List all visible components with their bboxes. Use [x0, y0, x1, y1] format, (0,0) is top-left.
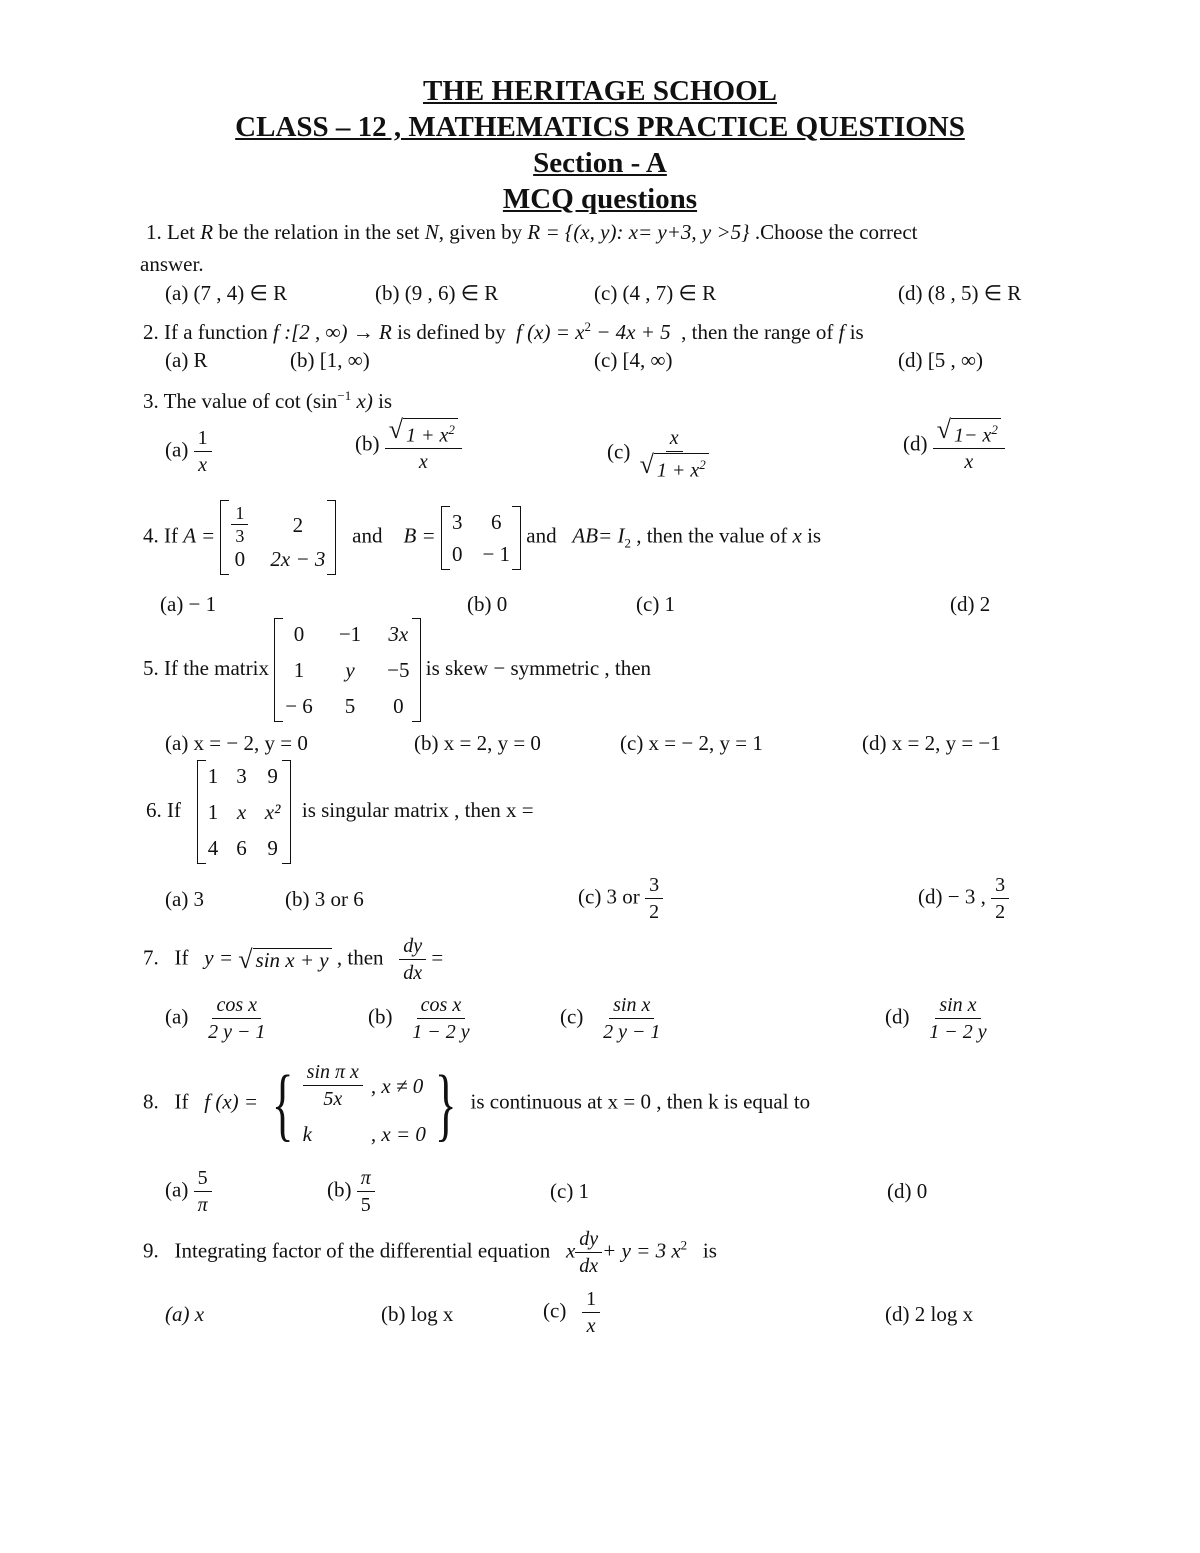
q8-case1-den: 5x: [323, 1088, 343, 1110]
q3-b-root: √ $1 + x^2$: [389, 418, 458, 447]
q2-var-f: f: [838, 320, 845, 344]
q7-derivative: [399, 934, 426, 985]
q2-text-b: is defined by: [397, 320, 506, 344]
question-5: [143, 618, 651, 722]
q8-left-brace: {: [272, 1057, 294, 1149]
q4-condition-sub: 2: [624, 535, 631, 551]
q3-option-b-label: (b): [355, 431, 380, 456]
q8-number: 8.: [143, 1089, 159, 1114]
q3-text-a: The value of cot: [163, 389, 301, 413]
q8-a-num: 5: [194, 1166, 212, 1192]
q6-m21: 1: [207, 800, 219, 824]
q7-d-den: 1 − 2 y: [929, 1021, 987, 1043]
q3-option-d-label: (d): [903, 431, 928, 456]
q5-option-a: (a) x = − 2, y = 0: [165, 731, 308, 755]
q7-radicand: sin x + y: [253, 948, 332, 972]
q4-b-eq: B =: [403, 523, 436, 548]
q3-option-d: [903, 415, 1005, 474]
q9-option-d: (d) 2 log x: [885, 1302, 974, 1326]
q9-option-c-fraction: [582, 1287, 600, 1338]
q9-option-b: (b) log x: [381, 1302, 454, 1326]
q7-option-b-label: (b): [368, 1004, 393, 1029]
q7-option-a-label: (a): [165, 1004, 189, 1029]
q9-sup: 2: [680, 1237, 688, 1253]
q4-a11-den: 3: [235, 526, 245, 546]
q8-option-a-label: (a): [165, 1177, 189, 1202]
q8-cases: [303, 1060, 426, 1147]
q1-text-e: answer.: [140, 252, 204, 276]
q6-matrix: [197, 760, 292, 864]
q4-a22: 2x − 3: [270, 547, 326, 571]
question-8: [143, 1057, 811, 1149]
q4-option-b: (b) 0: [467, 592, 508, 616]
q6-option-c-text: (c) 3 or: [578, 884, 640, 909]
q6-text-a: If: [167, 797, 181, 822]
q7-b-den: 1 − 2 y: [412, 1021, 470, 1043]
q7-dx: dx: [403, 962, 423, 984]
q5-number: 5.: [143, 655, 159, 680]
q9-number: 9.: [143, 1238, 159, 1263]
q4-a-eq: A =: [183, 523, 216, 548]
q7-option-b-fraction: [408, 993, 473, 1044]
q5-m22: y: [345, 658, 355, 682]
q7-root: √ sin x + y: [238, 948, 331, 972]
q8-option-b: [327, 1166, 375, 1217]
q4-a11: [231, 503, 248, 546]
q6-m11: 1: [207, 764, 219, 788]
q3-a-numerator: 1: [194, 426, 212, 452]
q3-option-c-fraction: [636, 426, 713, 482]
q8-case1-num: sin π x: [303, 1060, 363, 1086]
q4-option-a: (a) − 1: [160, 592, 217, 616]
q6-m12: 3: [236, 764, 247, 788]
q5-m31: − 6: [285, 694, 313, 718]
q6-m31: 4: [207, 836, 219, 860]
q3-c-numerator: x: [666, 426, 683, 452]
q8-fx: f (x) =: [204, 1089, 259, 1114]
q6-m23: x²: [264, 800, 281, 824]
question-3: [143, 383, 392, 414]
q4-condition: AB= I: [572, 523, 625, 548]
q8-right-brace: }: [434, 1057, 457, 1149]
q6-option-d-fraction: [991, 873, 1009, 924]
q3-expr-b: x): [351, 389, 373, 413]
q3-d-denominator: x: [964, 450, 974, 473]
q7-option-d-fraction: [925, 993, 990, 1044]
q3-b-square: 2: [448, 422, 455, 437]
q6-option-c: [578, 873, 663, 924]
q1-var-r: R: [200, 220, 214, 244]
q3-option-b-fraction: [385, 415, 462, 474]
q5-m21: 1: [293, 658, 305, 682]
q6-c-den: 2: [649, 901, 660, 923]
question-1: [146, 219, 918, 245]
q4-text-c: is: [807, 523, 822, 548]
q4-text-b: , then the value of: [636, 523, 788, 548]
q8-option-b-label: (b): [327, 1177, 352, 1202]
q8-text-a: If: [174, 1089, 189, 1114]
q9-x: x: [565, 1238, 576, 1263]
q3-option-a-label: (a): [165, 437, 189, 462]
q4-a12: 2: [292, 512, 304, 537]
q3-d-radicand: 1− x: [954, 424, 992, 447]
q4-option-d: (d) 2: [950, 592, 991, 616]
q9-derivative: [575, 1227, 602, 1278]
q4-matrix-a: [220, 500, 336, 575]
q8-b-den: 5: [360, 1194, 371, 1216]
q8-option-b-fraction: [357, 1166, 375, 1217]
q8-case2-value: k: [302, 1122, 312, 1146]
question-6: [146, 760, 534, 864]
q4-b22: − 1: [482, 541, 511, 566]
q7-equals: =: [431, 945, 444, 970]
q4-and-1: and: [352, 523, 383, 548]
q3-option-a-fraction: [194, 426, 212, 477]
q7-option-d: [885, 993, 991, 1044]
q4-b12: 6: [491, 509, 502, 534]
q3-d-square: 2: [991, 422, 998, 437]
q2-option-a: (a) R: [165, 348, 208, 372]
q8-option-a: [165, 1166, 212, 1217]
q1-set-definition: R = {(x, y): x= y+3, y >5}: [527, 220, 750, 244]
q7-text-a: If: [174, 945, 189, 970]
q7-dy: dy: [399, 934, 426, 960]
q7-d-num: sin x: [935, 993, 980, 1019]
q4-var-x: x: [792, 523, 802, 548]
q1-var-n: N: [424, 220, 439, 244]
q3-number: 3.: [143, 389, 159, 413]
q7-option-a-fraction: [204, 993, 269, 1044]
question-9: [143, 1227, 717, 1278]
q6-number: 6.: [146, 797, 162, 822]
q3-c-root: √ $1 + x^2$: [640, 453, 709, 482]
q4-a11-num: 1: [231, 503, 248, 525]
q9-dy: dy: [575, 1227, 602, 1253]
q2-rule-rest: − 4x + 5: [590, 320, 671, 344]
question-2: [143, 314, 864, 345]
q7-a-den: 2 y − 1: [208, 1021, 266, 1043]
q2-text-d: is: [849, 320, 864, 344]
q5-m23: −5: [387, 658, 410, 682]
q9-rest: + y = 3 x: [602, 1238, 681, 1263]
q5-text-a: If the matrix: [164, 655, 269, 680]
q3-b-denominator: x: [418, 450, 428, 473]
q1-text-a: Let: [167, 220, 195, 244]
q1-option-c: (c) (4 , 7) ∈ R: [594, 281, 717, 305]
q3-option-d-fraction: [933, 415, 1005, 474]
q6-m33: 9: [267, 836, 278, 860]
q8-case2-condition: , x = 0: [370, 1122, 426, 1146]
q3-c-square: 2: [699, 457, 706, 472]
q6-option-c-fraction: [645, 873, 663, 924]
q3-expr-sup: −1: [337, 388, 352, 403]
q3-option-a: [165, 426, 212, 477]
q9-option-c-label: (c): [543, 1298, 567, 1323]
q5-m32: 5: [344, 694, 356, 718]
q6-c-num: 3: [645, 873, 663, 899]
q2-function: f :[2 , ∞) → R: [273, 320, 392, 344]
q5-m11: 0: [293, 622, 305, 646]
q7-option-a: [165, 993, 269, 1044]
q1-text-c: , given by: [438, 220, 523, 244]
q9-text-b: is: [702, 1238, 717, 1263]
q1-option-a: (a) (7 , 4) ∈ R: [165, 281, 288, 305]
q7-a-num: cos x: [212, 993, 261, 1019]
q4-number: 4.: [143, 523, 159, 548]
q8-b-num: π: [357, 1166, 375, 1192]
section-heading: Section - A: [533, 147, 667, 179]
q6-option-d-text: (d) − 3 ,: [918, 884, 986, 909]
q8-option-d: (d) 0: [887, 1179, 928, 1203]
q2-rule: f (x) = x: [516, 320, 585, 344]
question-7: [143, 934, 443, 985]
q3-a-denominator: x: [198, 454, 207, 476]
q9-text-a: Integrating factor of the differential equation: [174, 1238, 551, 1263]
q1-option-d: (d) (8 , 5) ∈ R: [898, 281, 1022, 305]
q3-c-radicand: 1 + x: [656, 459, 700, 482]
q1-number: 1.: [146, 220, 162, 244]
q6-option-a: (a) 3: [165, 887, 205, 911]
q3-b-radicand: 1 + x: [406, 424, 449, 447]
q3-option-c-label: (c): [607, 439, 631, 464]
q2-text-c: , then the range of: [681, 320, 834, 344]
q5-m33: 0: [393, 694, 404, 718]
q7-c-den: 2 y − 1: [603, 1021, 661, 1043]
q7-b-num: cos x: [417, 993, 466, 1019]
q9-option-a: (a) x: [165, 1302, 205, 1326]
q8-a-den: π: [197, 1194, 208, 1216]
q8-option-a-fraction: [194, 1166, 212, 1217]
q9-option-c: [543, 1287, 600, 1338]
q7-text-b: , then: [336, 945, 384, 970]
q2-option-d: (d) [5 , ∞): [898, 348, 983, 372]
q6-d-den: 2: [995, 901, 1006, 923]
q6-option-b: (b) 3 or 6: [285, 887, 364, 911]
q3-option-c: [607, 426, 713, 482]
q7-option-b: [368, 993, 474, 1044]
q1-option-b: (b) (9 , 6) ∈ R: [375, 281, 499, 305]
q1-text-d: .Choose the correct: [754, 220, 918, 244]
q3-d-root: √ $1- x^2$: [937, 418, 1001, 447]
q9-c-num: 1: [582, 1287, 600, 1313]
q2-option-b: (b) [1, ∞): [290, 348, 370, 372]
q7-number: 7.: [143, 945, 159, 970]
question-4: [143, 500, 821, 575]
q4-matrix-b: [441, 506, 521, 570]
q4-text-a: If: [164, 523, 178, 548]
q3-text-b: is: [378, 389, 393, 413]
q7-option-c-fraction: [599, 993, 664, 1044]
q5-option-b: (b) x = 2, y = 0: [414, 731, 541, 755]
q8-text-b: is continuous at x = 0 , then k is equal to: [470, 1089, 811, 1114]
q6-option-d: [918, 873, 1009, 924]
worksheet-title: CLASS – 12 , MATHEMATICS PRACTICE QUESTIONS: [235, 111, 965, 143]
q6-m32: 6: [236, 836, 247, 860]
q5-m12: −1: [338, 622, 362, 646]
q4-b11: 3: [451, 509, 463, 534]
q7-c-num: sin x: [609, 993, 654, 1019]
q6-m13: 9: [267, 764, 278, 788]
school-name: THE HERITAGE SCHOOL: [423, 75, 777, 107]
q2-number: 2.: [143, 320, 159, 344]
q4-and-2: and: [526, 523, 557, 548]
q6-d-num: 3: [991, 873, 1009, 899]
q4-option-c: (c) 1: [636, 592, 676, 616]
q8-case1-condition: , x ≠ 0: [370, 1073, 424, 1098]
q7-option-d-label: (d): [885, 1004, 910, 1029]
q2-text-a: If a function: [164, 320, 268, 344]
q7-option-c: [560, 993, 664, 1044]
q5-option-c: (c) x = − 2, y = 1: [620, 731, 763, 755]
q2-option-c: (c) [4, ∞): [594, 348, 673, 372]
q5-matrix: [274, 618, 420, 722]
q3-option-b: [355, 415, 462, 474]
q3-expr: (sin: [305, 389, 338, 413]
q2-rule-sup: 2: [584, 319, 591, 334]
q8-case1-fraction: [303, 1060, 363, 1111]
q5-option-d: (d) x = 2, y = −1: [862, 731, 1001, 755]
q4-b21: 0: [451, 541, 463, 566]
q1-text-b: be the relation in the set: [218, 220, 420, 244]
q9-c-den: x: [586, 1315, 596, 1337]
q9-dx: dx: [579, 1255, 599, 1277]
mcq-heading: MCQ questions: [502, 183, 698, 215]
q8-option-c: (c) 1: [550, 1179, 590, 1203]
q7-y-eq: y =: [204, 945, 233, 970]
q7-option-c-label: (c): [560, 1004, 584, 1029]
q5-m13: 3x: [388, 622, 409, 646]
q6-m22: x: [236, 800, 247, 824]
q6-text-b: is singular matrix , then x =: [301, 797, 534, 822]
q5-text-b: is skew − symmetric , then: [425, 655, 652, 680]
q4-a21: 0: [234, 547, 246, 571]
